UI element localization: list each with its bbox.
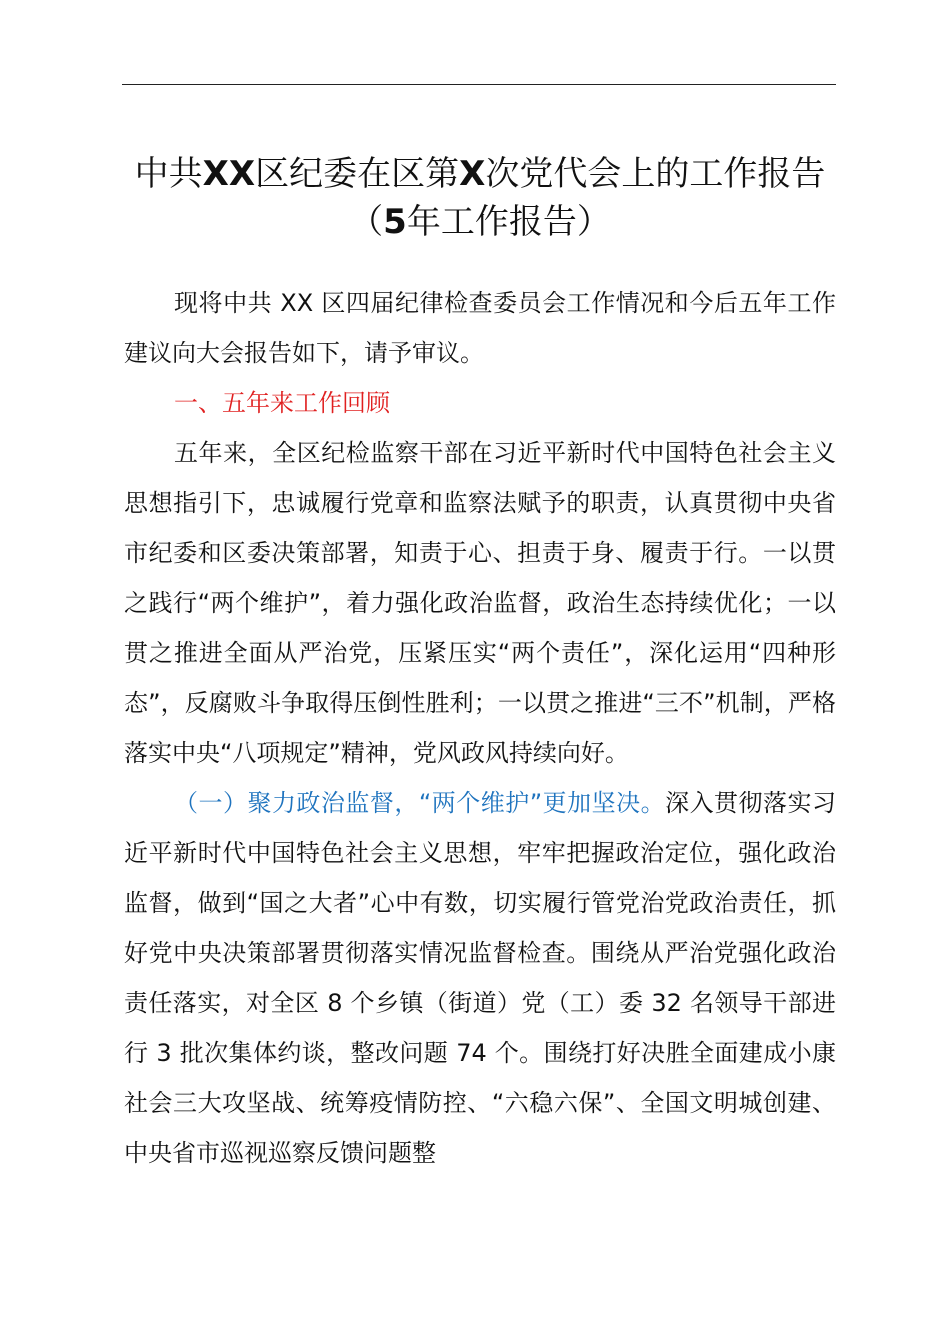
section-heading-review: 一、五年来工作回顾 bbox=[174, 389, 390, 417]
subsection-heading: （一）聚力政治监督，“两个维护”更加坚决。 bbox=[174, 789, 666, 817]
section-review-paragraph: 五年来，全区纪检监察干部在习近平新时代中国特色社会主义思想指引下，忠诚履行党章和监察法赋予的职责，认真贯彻中央省市纪委和区委决策部署，知责于心、担责于身、履责于行。一以贯之践行“两个维护”，着力强化政治监督，政治生态持续优化；一以贯之推进全面从严治党，压紧压实“两个责任”，深化运用“四种形态”，反腐败斗争取得压倒性胜利；一以贯之推进“三不”机制，严格落实中央“八项规定”精神，党风政风持续向好。 bbox=[124, 439, 836, 767]
header-divider bbox=[122, 84, 836, 85]
title-part-1: 中共 bbox=[134, 154, 203, 194]
document-body bbox=[124, 278, 836, 1178]
subsection-text: 深入贯彻落实习近平新时代中国特色社会主义思想，牢牢把握政治定位，强化政治监督，做到“国之大者”心中有数，切实履行管党治党政治责任，抓好党中央决策部署贯彻落实情况监督检查。围绕从严治党强化政治责任落实，对全区 8 个乡镇（街道）党（工）委 32 名领导干部进行 3 批次集体约谈，整改问题 74 个。围绕打好决胜全面建成小康社会三大攻坚战、统筹疫情防控、“六稳六保”、全国文明城创建、中央省市巡视巡察反馈问题整 bbox=[124, 789, 836, 1167]
title-part-5: 次党代会上的工作报告（ bbox=[349, 154, 826, 242]
document-title bbox=[110, 150, 850, 246]
title-part-2: XX bbox=[202, 154, 256, 194]
title-part-6: 5 bbox=[383, 202, 407, 242]
title-part-7: 年工作报告） bbox=[406, 202, 611, 242]
intro-paragraph: 现将中共 XX 区四届纪律检查委员会工作情况和今后五年工作建议向大会报告如下，请予审议。 bbox=[124, 289, 836, 367]
subsection-political-supervision bbox=[124, 778, 836, 1178]
title-part-4: X bbox=[459, 154, 486, 194]
title-part-3: 区纪委在区第 bbox=[255, 154, 460, 194]
